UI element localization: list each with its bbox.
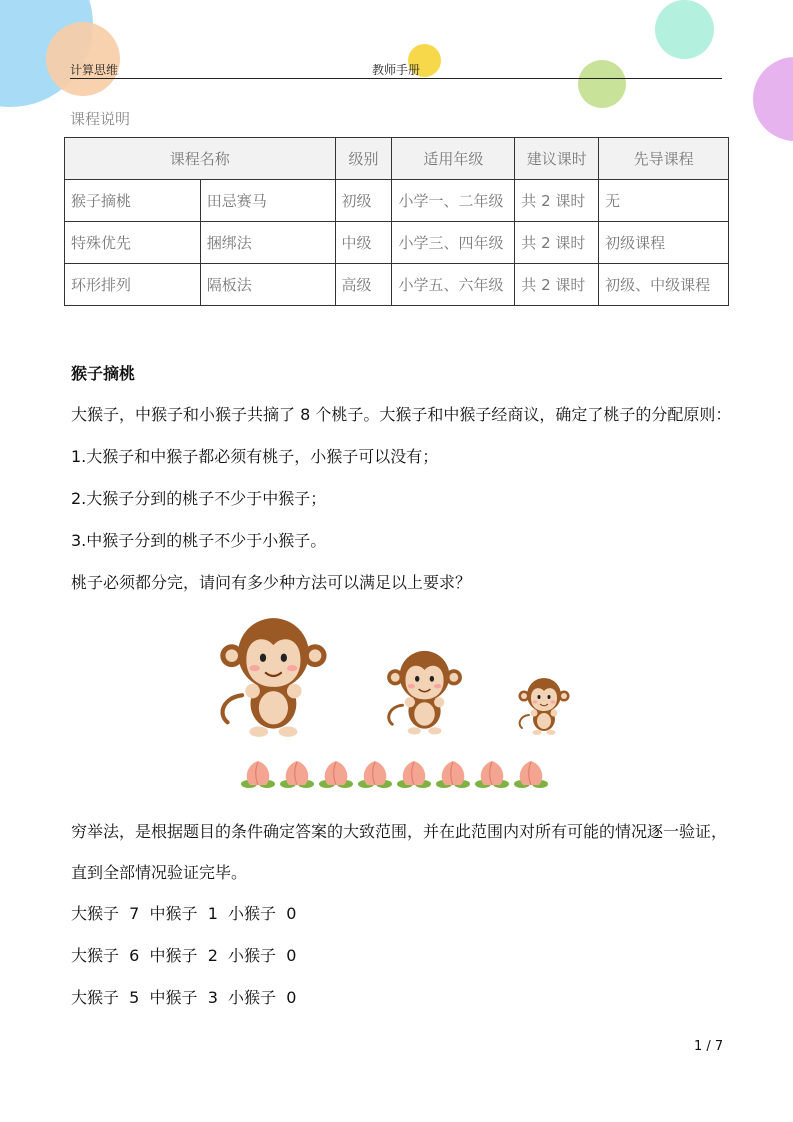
- deco-circle-peach: [46, 22, 120, 96]
- page-number: 1 / 7: [694, 1039, 724, 1054]
- rule-item: 2.大猴子分到的桃子不少于中猴子；: [71, 489, 327, 508]
- table-header-cell: 先导课程: [599, 138, 729, 180]
- case-line: 大猴子 5 中猴子 3 小猴子 0: [71, 988, 297, 1007]
- peach-icon: [513, 757, 549, 791]
- course-table: [64, 137, 729, 306]
- monkey-small-icon: [515, 676, 575, 736]
- table-row: [65, 264, 729, 306]
- table-cell: 小学五、六年级: [392, 264, 515, 306]
- table-cell: 无: [599, 180, 729, 222]
- table-cell: 隔板法: [200, 264, 335, 306]
- table-header-cell: 课程名称: [65, 138, 336, 180]
- table-cell: 初级课程: [599, 222, 729, 264]
- header-left-title: 计算思维: [70, 63, 119, 77]
- case-line: 大猴子 6 中猴子 2 小猴子 0: [71, 946, 297, 965]
- peach-icon: [435, 757, 471, 791]
- table-cell: 田忌赛马: [200, 180, 335, 222]
- explanation-line: 直到全部情况验证完毕。: [71, 863, 248, 882]
- table-cell: 小学三、四年级: [392, 222, 515, 264]
- peach-icon: [474, 757, 510, 791]
- deco-circle-mint: [655, 0, 714, 59]
- table-header-cell: 适用年级: [392, 138, 515, 180]
- rule-item: 3.中猴子分到的桃子不少于小猴子。: [71, 531, 327, 550]
- problem-title: 猴子摘桃: [71, 364, 136, 383]
- peach-icon: [396, 757, 432, 791]
- table-cell: 初级、中级课程: [599, 264, 729, 306]
- peach-icon: [318, 757, 354, 791]
- table-row: [65, 180, 729, 222]
- header-center-title: 教师手册: [372, 63, 421, 77]
- peach-icon: [279, 757, 315, 791]
- problem-intro: 大猴子，中猴子和小猴子共摘了 8 个桃子。大猴子和中猴子经商议，确定了桃子的分配原则：: [71, 405, 732, 424]
- case-line: 大猴子 7 中猴子 1 小猴子 0: [71, 904, 297, 923]
- page-header: [70, 60, 722, 79]
- table-header-row: [65, 138, 729, 180]
- table-header-cell: 级别: [335, 138, 392, 180]
- table-cell: 中级: [335, 222, 392, 264]
- table-cell: 高级: [335, 264, 392, 306]
- table-cell: 初级: [335, 180, 392, 222]
- section-label: 课程说明: [70, 110, 131, 128]
- table-row: [65, 222, 729, 264]
- explanation-line: 穷举法，是根据题目的条件确定答案的大致范围，并在此范围内对所有可能的情况逐一验证，: [71, 822, 728, 841]
- monkey-medium-icon: [382, 648, 470, 736]
- peach-icon: [240, 757, 276, 791]
- table-cell: 共 2 课时: [515, 264, 599, 306]
- peach-icon: [357, 757, 393, 791]
- table-cell: 捆绑法: [200, 222, 335, 264]
- table-cell: 小学一、二年级: [392, 180, 515, 222]
- table-cell: 猴子摘桃: [65, 180, 201, 222]
- monkey-large-icon: [213, 614, 338, 739]
- rule-item: 1.大猴子和中猴子都必须有桃子，小猴子可以没有；: [71, 447, 439, 466]
- table-cell: 共 2 课时: [515, 222, 599, 264]
- table-cell: 共 2 课时: [515, 180, 599, 222]
- table-cell: 特殊优先: [65, 222, 201, 264]
- table-header-cell: 建议课时: [515, 138, 599, 180]
- deco-circle-lilac: [753, 57, 793, 141]
- table-cell: 环形排列: [65, 264, 201, 306]
- problem-question: 桃子必须都分完，请问有多少种方法可以满足以上要求？: [71, 573, 472, 592]
